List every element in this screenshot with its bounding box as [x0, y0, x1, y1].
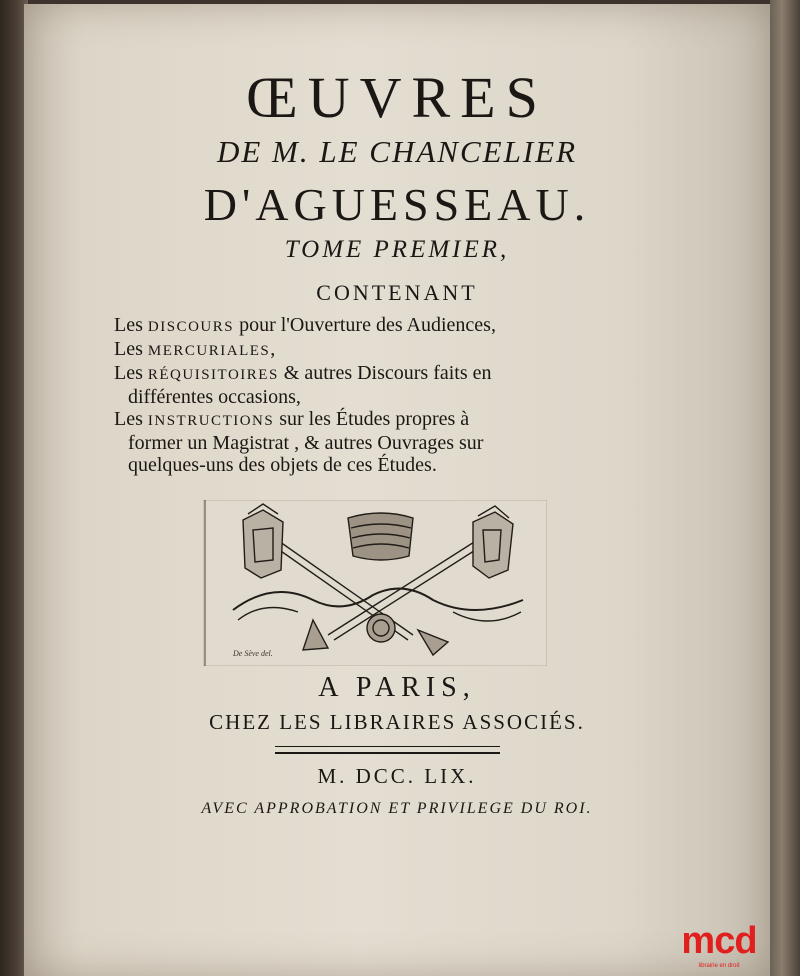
watermark-tagline: librairie en droit: [698, 963, 740, 969]
watermark-logo: mcd: [681, 920, 757, 962]
contents-line: Les MERCURIALES,: [114, 338, 276, 360]
contents-line: former un Magistrat , & autres Ouvrages sur: [128, 432, 484, 454]
author-line: DE M. LE CHANCELIER: [216, 134, 578, 169]
contents-line: différentes occasions,: [128, 386, 301, 408]
contents-list: [114, 314, 654, 476]
book-title: ŒUVRES: [246, 65, 548, 130]
imprint-place: A PARIS,: [318, 672, 476, 703]
author-name: D'AGUESSEAU.: [203, 179, 591, 230]
page-edge: [770, 0, 800, 976]
imprint-publisher: CHEZ LES LIBRAIRES ASSOCIÉS.: [209, 710, 585, 734]
volume-label: TOME PREMIER,: [284, 236, 510, 263]
imprint-date: M. DCC. LIX.: [317, 764, 477, 788]
vignette-signature: De Sève del.: [233, 649, 273, 658]
contents-line: Les RÉQUISITOIRES & autres Discours faits en: [114, 362, 492, 384]
privilege-line: AVEC APPROBATION ET PRIVILEGE DU ROI.: [201, 800, 593, 817]
double-rule: [275, 746, 500, 754]
contents-line: Les DISCOURS pour l'Ouverture des Audiences,: [114, 314, 496, 336]
contents-line: Les INSTRUCTIONS sur les Études propres à: [114, 408, 470, 430]
contents-heading: CONTENANT: [316, 280, 478, 305]
contents-line: quelques-uns des objets de ces Études.: [128, 454, 437, 476]
engraved-vignette: [203, 500, 547, 666]
